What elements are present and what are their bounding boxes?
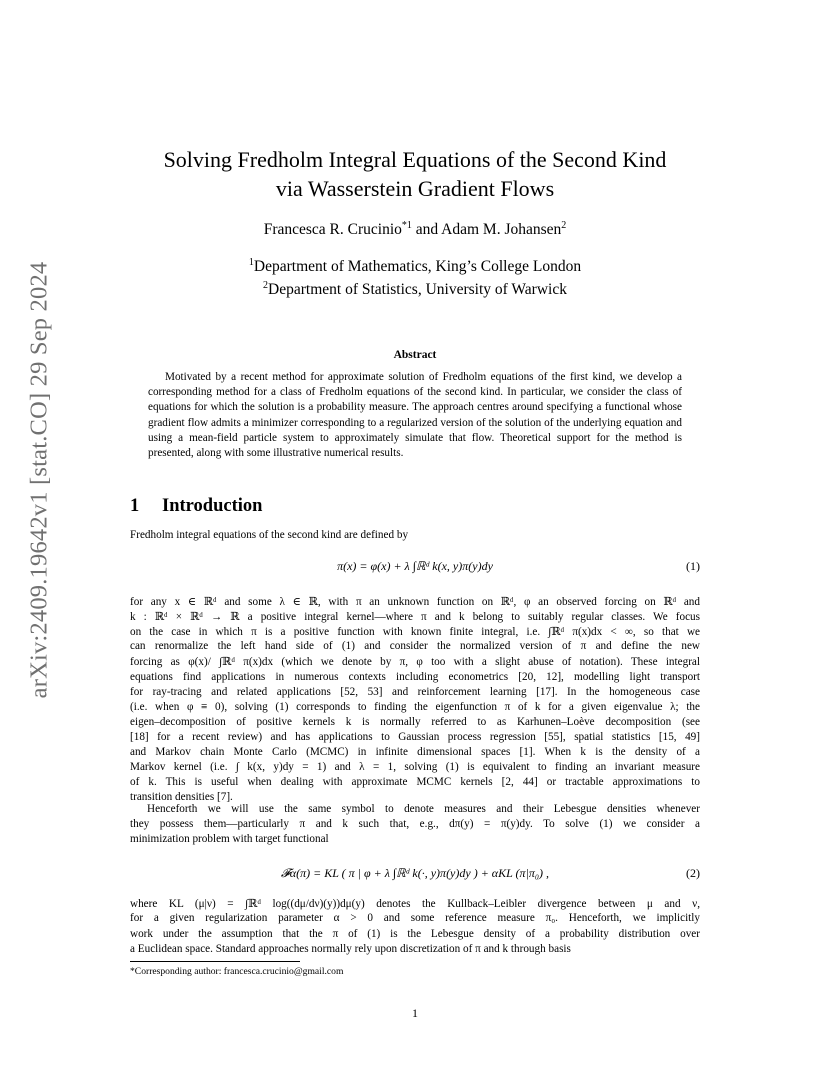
text-line: for a given regularization parameter α > 0 and some reference measure π₀. Henceforth, we implicitly xyxy=(130,912,700,925)
abstract-body: Motivated by a recent method for approximate solution of Fredholm equations of the first kind, we develop a corresponding method for a class of Fredholm equations of the second kind. In particular, we consider the class of equations for which the solution is a probability measure. The approach centres around specifying a functional whose gradient flow admits a minimizer corresponding to a regularized version of the solution of the underlying equation and using a mean-field particle system to approximately simulate that flow. Theoretical support for the method is presented, along with some illustrative numerical results. xyxy=(148,371,682,460)
footnote: *Corresponding author: francesca.crucinio@gmail.com xyxy=(130,966,344,977)
text-line: equations find applications in numerous contexts including econometrics [20, 12], modelling light transport xyxy=(130,670,700,683)
text-line: for ray-tracing and related applications [52, 53] and reinforcement learning [17]. In the homogeneous case xyxy=(130,685,700,698)
text-line: minimization problem with target functional xyxy=(130,833,329,846)
text-line: they possess them—particularly π and k such that, e.g., dπ(y) = π(y)dy. To solve (1) we consider a xyxy=(130,818,700,831)
text-line: k : ℝᵈ × ℝᵈ → ℝ a positive integral kernel—where π and k belong to suitably regular classes. We focus xyxy=(130,611,700,624)
text-line: of k. This is useful when dealing with approximate MCMC kernels [2, 44] or tractable approximations to xyxy=(130,776,700,789)
section-heading: 1 Introduction xyxy=(130,496,263,516)
author-johansen: Adam M. Johansen xyxy=(441,221,562,239)
text-line: where KL (μ|ν) = ∫ℝᵈ log((dμ/dν)(y))dμ(y) denotes the Kullback–Leibler divergence between μ and ν, xyxy=(130,898,700,910)
abstract-heading: Abstract xyxy=(393,349,437,361)
affiliation-2: $^2$Department of Statistics, University of Warwick xyxy=(263,280,567,299)
text-line: (i.e. when φ ≡ 0), solving (1) corresponds to finding the eigenfunction π of k for a given eigenvalue λ; the xyxy=(130,700,700,713)
text-line: can renormalize the left hand side of (1) and consider the normalized version of π and define the new xyxy=(130,640,700,653)
affiliation-1: $^1$Department of Mathematics, King’s College London xyxy=(248,257,582,276)
text-line: a Euclidean space. Standard approaches normally rely upon discretization of π and k through basis xyxy=(130,943,571,956)
footnote-rule xyxy=(130,961,300,962)
arxiv-stamp: arXiv:2409.19642v1 [stat.CO] 29 Sep 2024 xyxy=(25,261,52,699)
author-crucinio: Francesca R. Crucinio xyxy=(263,221,402,239)
author-line: Francesca R. Crucinio$^{*1}$ and Adam M. Johansen$^2$ xyxy=(263,220,567,239)
text-line: for any x ∈ ℝᵈ and some λ ∈ ℝ, with π an unknown function on ℝᵈ, φ an observed forcing on ℝᵈ and xyxy=(130,596,700,608)
intro-lead: Fredholm integral equations of the second kind are defined by xyxy=(130,529,409,541)
text-line: transition densities [7]. xyxy=(130,791,233,804)
text-line: and Markov chain Monte Carlo (MCMC) in infinite dimensional spaces [1]. When k is the density of a xyxy=(130,746,700,758)
text-line: on the case in which π is a positive function with known finite integral, i.e. ∫ℝᵈ π(x)dx < ∞, so that we xyxy=(130,626,700,639)
text-line: Markov kernel (i.e. ∫ k(x, y)dy = 1) and λ = 1, solving (1) is equivalent to finding an invariant measure xyxy=(130,761,700,774)
affiliations xyxy=(130,253,700,299)
paper-title: Solving Fredholm Integral Equations of the Second Kind via Wasserstein Gradient Flows xyxy=(163,147,667,201)
text-line: [18] for a recent review) and has applications to Gaussian process regression [55], spatial statistics [15, 49] xyxy=(130,730,700,743)
page-number: 1 xyxy=(412,1006,418,1020)
text-line: forcing as φ(x)/ ∫ℝᵈ π(x)dx (which we denote by π, φ too with a slight abuse of notation). These integral xyxy=(130,656,700,669)
text-line: Henceforth we will use the same symbol to denote measures and their Lebesgue densities whenever xyxy=(147,803,700,815)
text-line: eigen–decomposition of positive kernels k is normally referred to as Karhunen–Loève decomposition (see xyxy=(130,715,700,728)
text-line: work under the assumption that the π of (1) is the Lebesgue density of a probability distribution over xyxy=(130,927,700,940)
